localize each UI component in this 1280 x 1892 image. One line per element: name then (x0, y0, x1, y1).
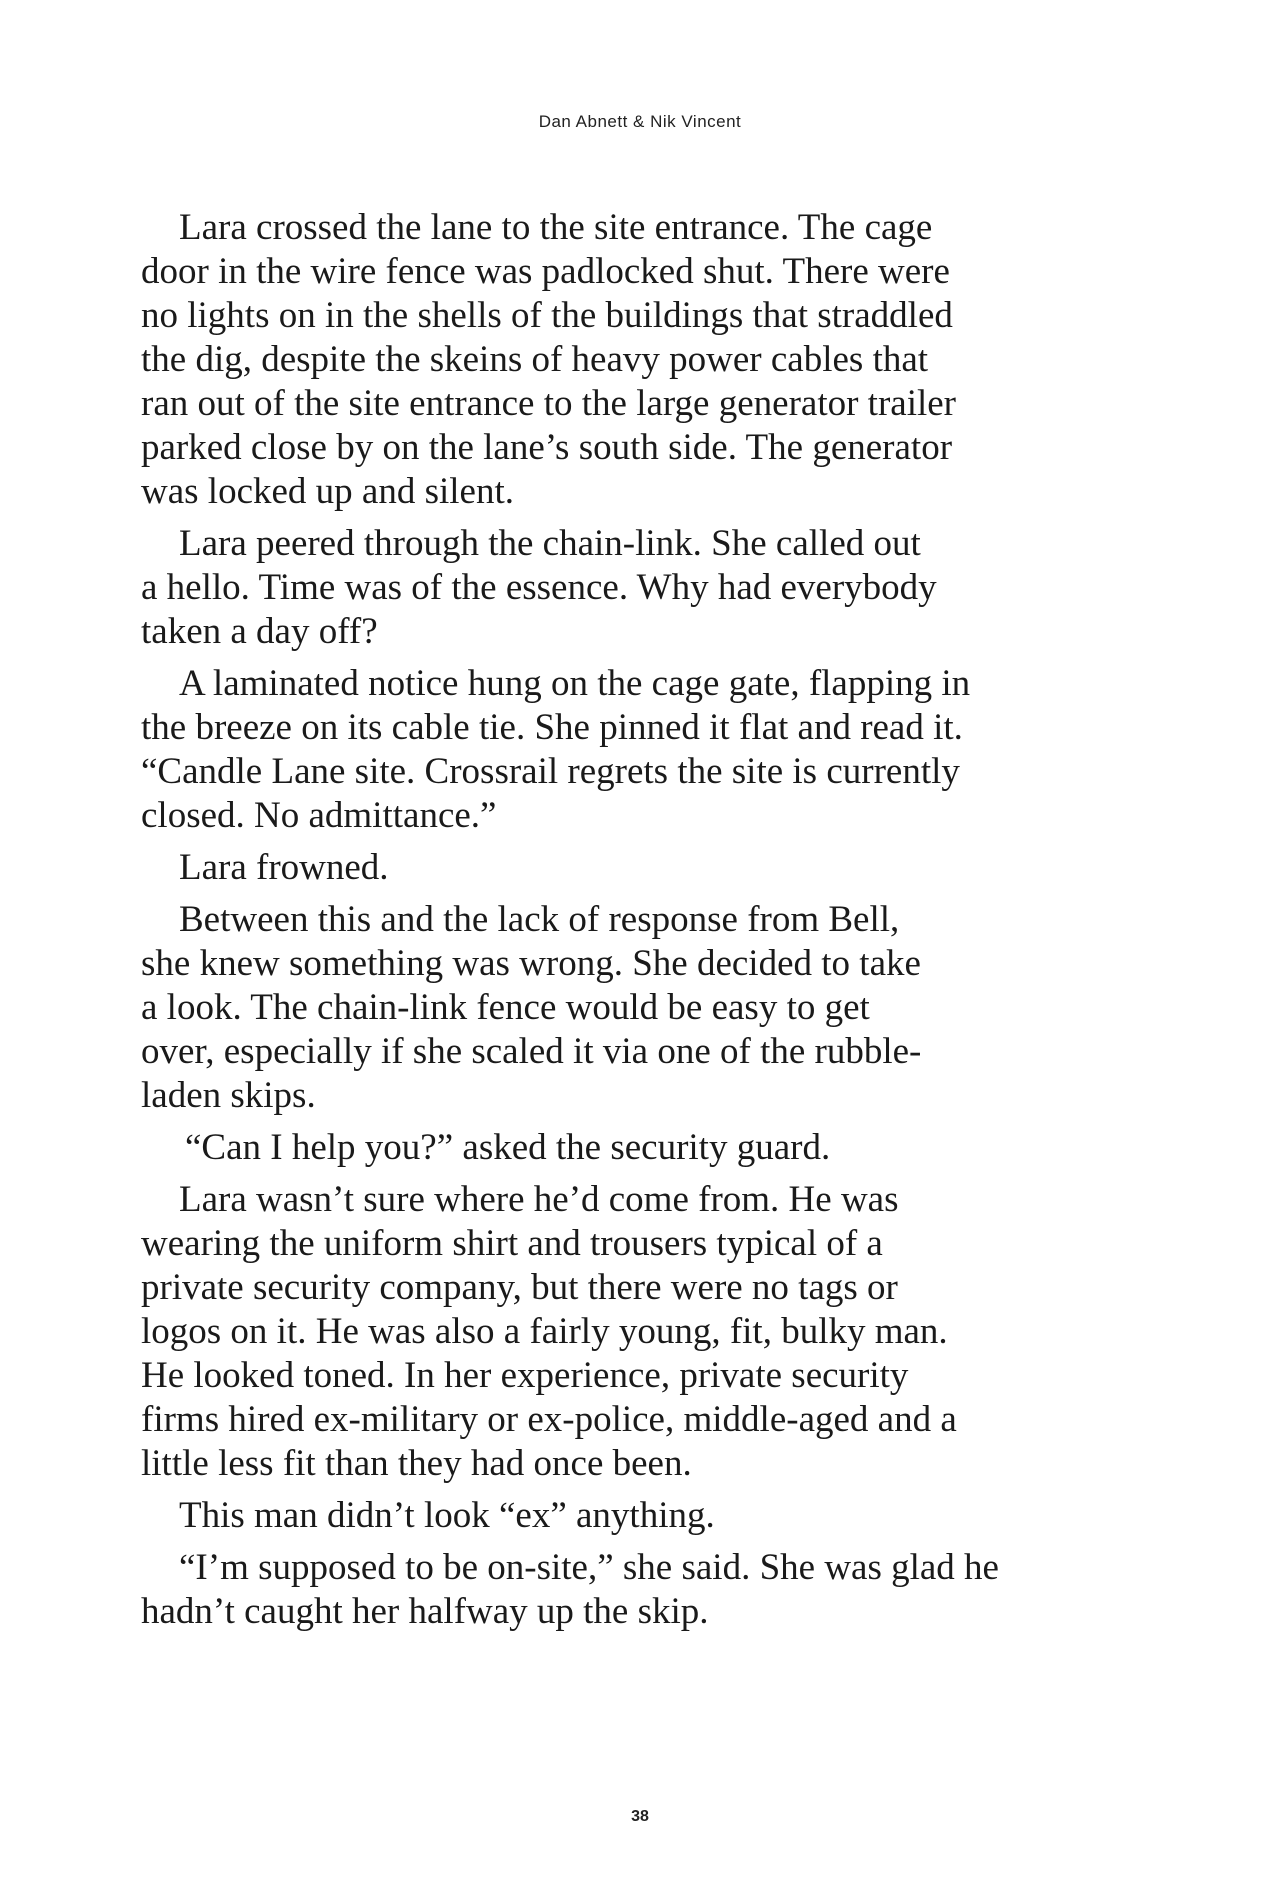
paragraph (141, 1546, 1141, 1634)
text-line: private security company, but there were no tags or (141, 1267, 898, 1308)
text-line: a look. The chain-link fence would be easy to get (141, 987, 870, 1028)
paragraph (141, 522, 1141, 654)
text-line: wearing the uniform shirt and trousers typical of a (141, 1223, 883, 1264)
text-line: a hello. Time was of the essence. Why had everybody (141, 567, 937, 608)
text-line: hadn’t caught her halfway up the skip. (141, 1591, 709, 1632)
text-line: “Candle Lane site. Crossrail regrets the site is currently (141, 751, 960, 792)
paragraph (141, 1178, 1141, 1486)
text-line: ran out of the site entrance to the large generator trailer (141, 383, 956, 424)
paragraph (141, 898, 1141, 1118)
text-line: logos on it. He was also a fairly young, fit, bulky man. (141, 1311, 948, 1352)
text-line: Lara wasn’t sure where he’d come from. He was (179, 1179, 899, 1220)
text-line: This man didn’t look “ex” anything. (179, 1495, 715, 1536)
paragraph (141, 846, 1141, 890)
text-line: door in the wire fence was padlocked shut. There were (141, 251, 950, 292)
text-line: “Can I help you?” asked the security guard. (185, 1127, 831, 1168)
text-line: parked close by on the lane’s south side. The generator (141, 427, 953, 468)
text-line: taken a day off? (141, 611, 378, 652)
text-line: firms hired ex-military or ex-police, middle-aged and a (141, 1399, 957, 1440)
text-line: He looked toned. In her experience, private security (141, 1355, 909, 1396)
text-line: the breeze on its cable tie. She pinned it flat and read it. (141, 707, 963, 748)
text-line: the dig, despite the skeins of heavy power cables that (141, 339, 929, 380)
text-line: little less fit than they had once been. (141, 1443, 692, 1484)
text-line: “I’m supposed to be on-site,” she said. She was glad he (179, 1547, 999, 1588)
paragraph (141, 1494, 1141, 1538)
body-text (141, 206, 1141, 1642)
paragraph (141, 206, 1141, 514)
text-line: closed. No admittance.” (141, 795, 497, 836)
text-line: A laminated notice hung on the cage gate, flapping in (179, 663, 971, 704)
text-line: Lara frowned. (179, 847, 389, 888)
text-line: she knew something was wrong. She decided to take (141, 943, 921, 984)
page-number: 38 (631, 1808, 649, 1825)
text-line: Lara peered through the chain-link. She called out (179, 523, 921, 564)
text-line: was locked up and silent. (141, 471, 514, 512)
running-head: Dan Abnett & Nik Vincent (538, 112, 742, 131)
text-line: Between this and the lack of response from Bell, (179, 899, 900, 940)
paragraph (141, 1126, 1141, 1170)
paragraph (141, 662, 1141, 838)
text-line: over, especially if she scaled it via one of the rubble- (141, 1031, 922, 1072)
text-line: no lights on in the shells of the buildings that straddled (141, 295, 953, 336)
text-line: laden skips. (141, 1075, 316, 1116)
text-line: Lara crossed the lane to the site entrance. The cage (179, 207, 933, 248)
